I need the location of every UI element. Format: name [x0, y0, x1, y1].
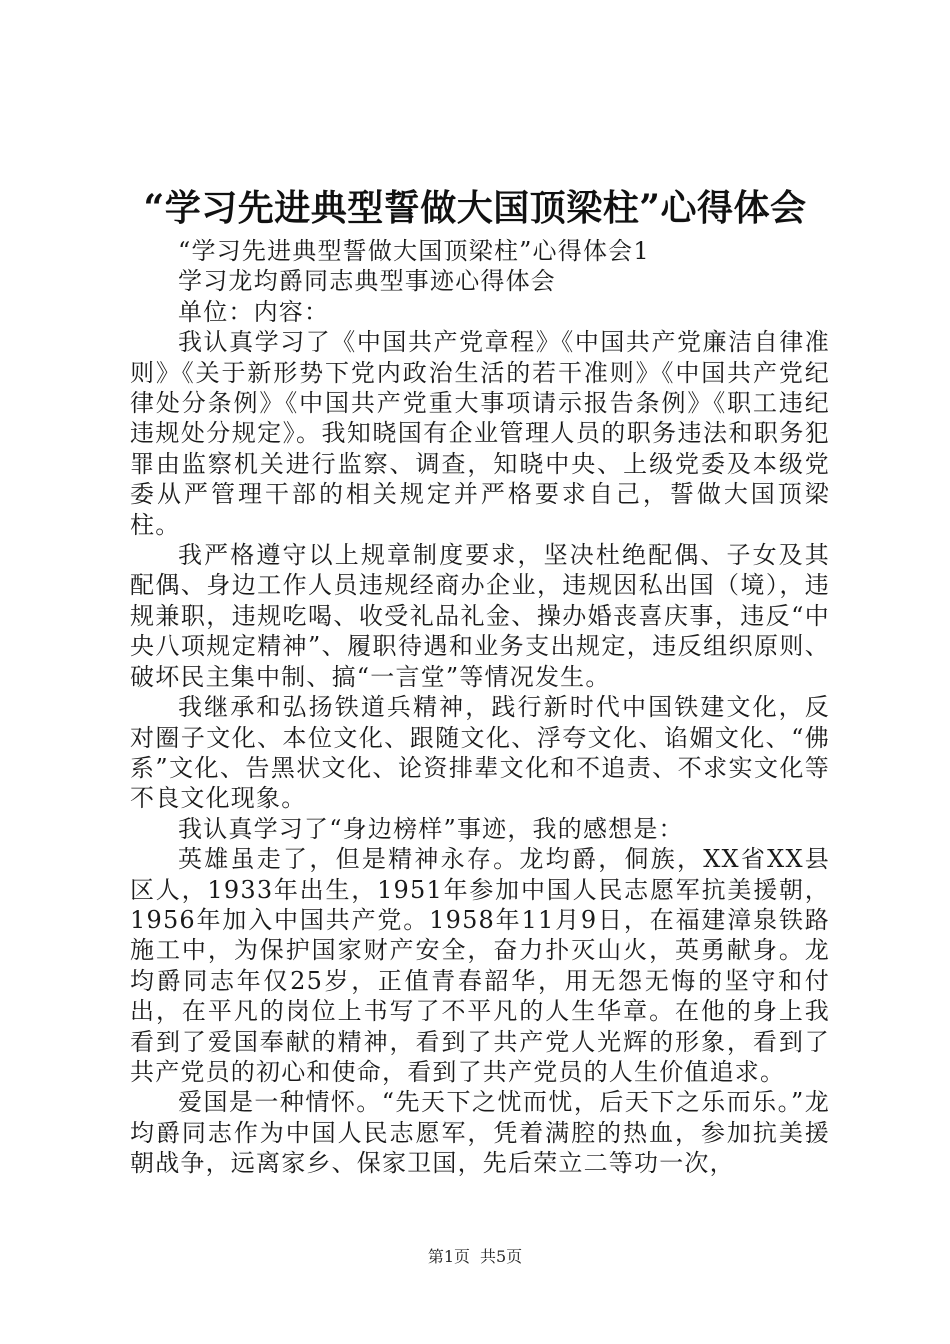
body-paragraph: 我认真学习了《中国共产党章程》《中国共产党廉洁自律准则》《关于新形势下党内政治生活的若干准则》《中国共产党纪律处分条例》《中国共产党重大事项请示报告条例》《职工违纪违规处分规定》。我知晓国有企业管理人员的职务违法和职务犯罪由监察机关进行监察、调查，知晓中央、上级党委及本级党委从严管理干部的相关规定并严格要求自己，誓做大国顶梁柱。: [130, 328, 830, 539]
body-paragraph: 我严格遵守以上规章制度要求，坚决杜绝配偶、子女及其配偶、身边工作人员违规经商办企业，违规因私出国（境），违规兼职，违规吃喝、收受礼品礼金、操办婚丧喜庆事，违反“中央八项规定精神”、履职待遇和业务支出规定，违反组织原则、破坏民主集中制、搞“一言堂”等情况发生。: [130, 541, 830, 691]
unit-content-paragraph: 单位：内容：: [178, 297, 330, 326]
page-total: 共5页: [480, 1247, 523, 1266]
page-number: 第1页: [427, 1247, 470, 1266]
subheading-paragraph: 学习龙均爵同志典型事迹心得体会: [178, 267, 556, 296]
document-title: “学习先进典型誓做大国顶梁柱”心得体会: [143, 187, 807, 229]
subtitle-paragraph: “学习先进典型誓做大国顶梁柱”心得体会1: [178, 237, 650, 265]
body-paragraph: 我继承和弘扬铁道兵精神，践行新时代中国铁建文化，反对圈子文化、本位文化、跟随文化、浮夸文化、谄媚文化、“佛系”文化、告黑状文化、论资排辈文化和不追责、不求实文化等不良文化现象。: [130, 693, 830, 813]
body-paragraph: 爱国是一种情怀。“先天下之忧而忧，后天下之乐而乐。”龙均爵同志作为中国人民志愿军，凭着满腔的热血，参加抗美援朝战争，远离家乡、保家卫国，先后荣立二等功一次，: [130, 1088, 830, 1178]
page-footer: [0, 1244, 950, 1267]
body-paragraph: 我认真学习了“身边榜样”事迹，我的感想是：: [178, 814, 684, 843]
body-paragraph: 英雄虽走了，但是精神永存。龙均爵，侗族，XX省XX县区人，1933年出生，1951年参加中国人民志愿军抗美援朝，1956年加入中国共产党。1958年11月9日，在福建漳泉铁路施工中，为保护国家财产安全，奋力扑灭山火，英勇献身。龙均爵同志年仅25岁，正值青春韶华，用无怨无悔的坚守和付出，在平凡的岗位上书写了不平凡的人生华章。在他的身上我看到了爱国奉献的精神，看到了共产党人光辉的形象，看到了共产党员的初心和使命，看到了共产党员的人生价值追求。: [130, 845, 830, 1086]
document-body: [130, 236, 830, 1179]
